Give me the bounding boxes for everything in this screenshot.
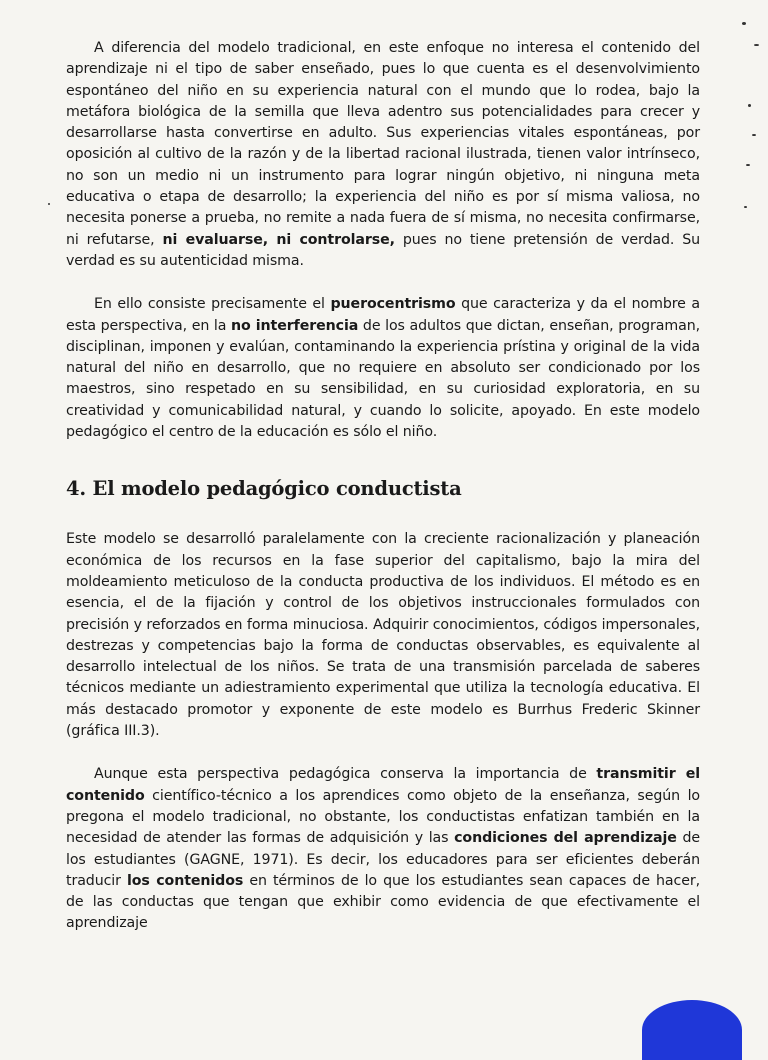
scan-speck bbox=[48, 203, 50, 205]
paragraph-4-text-b: científico-técnico a los aprendices como objeto de la enseñanza, según lo pregona el modelo tradicional, no obstante, los conductistas enfatizan también en la necesidad de atender las formas de adquisición y las bbox=[66, 787, 700, 847]
paragraph-4-text-d: en términos de lo que los estudiantes sean capaces de hacer, de las conductas que tengan que exhibir como evidencia de que efectivamente el aprendizaje bbox=[66, 872, 700, 932]
scan-speck bbox=[744, 206, 747, 208]
paragraph-1-text-a: A diferencia del modelo tradicional, en este enfoque no interesa el contenido del aprendizaje ni el tipo de saber enseñado, pues lo que cuenta es el desenvolvimiento espontáneo del niño en su experiencia natural con el mundo que lo rodea, bajo la metáfora biológica de la semilla que lleva adentro sus potencialidades para crecer y desarrollarse hasta convertirse en adulto. Sus experiencias vitales espontáneas, por oposición al cultivo de la razón y de la libertad racional ilustrada, tienen valor intrínseco, no son un medio ni un instrumento para lograr ningún objetivo, ni ninguna meta educativa o etapa de desarrollo; la experiencia del niño es por sí misma valiosa, no necesita ponerse a prueba, no remite a nada fuera de sí misma, no necesita confirmarse, ni refutarse, bbox=[66, 40, 700, 248]
document-page bbox=[66, 38, 700, 935]
scan-speck bbox=[746, 164, 750, 166]
paragraph-1-text-b: pues no tiene pretensión de verdad. Su verdad es su autenticidad misma. bbox=[66, 231, 700, 269]
paragraph-4 bbox=[66, 764, 700, 934]
blue-blob-shape bbox=[642, 1000, 742, 1060]
scan-speck bbox=[754, 44, 759, 46]
paragraph-1-bold-a: ni evaluarse, ni controlarse, bbox=[162, 231, 395, 248]
paragraph-4-bold-c: los contenidos bbox=[126, 872, 244, 889]
paragraph-2-text-a: En ello consiste precisamente el bbox=[94, 296, 331, 313]
paragraph-2-text-c: de los adultos que dictan, enseñan, programan, disciplinan, imponen y evalúan, contaminando la experiencia prístina y original de la vida natural del niño en desarrollo, que no requiere en absoluto ser condicionado por los maestros, sino respetado en su sensibilidad, en su curiosidad exploratoria, en su creatividad y comunicabilidad natural, y cuando lo solicite, apoyado. En este modelo pedagógico el centro de la educación es sólo el niño. bbox=[66, 317, 700, 441]
paragraph-2-bold-a: puerocentrismo bbox=[330, 296, 456, 313]
paragraph-4-bold-a: transmitir el contenido bbox=[66, 766, 700, 804]
section-heading: 4. El modelo pedagógico conductista bbox=[66, 477, 462, 501]
paragraph-3 bbox=[66, 529, 700, 742]
paragraph-2 bbox=[66, 294, 700, 443]
scan-speck bbox=[748, 104, 751, 107]
scan-speck bbox=[752, 134, 756, 136]
paragraph-2-bold-b: no interferencia bbox=[231, 317, 359, 334]
paragraph-2-text-b: que caracteriza y da el nombre a esta perspectiva, en la bbox=[66, 296, 701, 334]
scan-speck bbox=[742, 22, 746, 25]
paragraph-4-text-c: de los estudiantes (GAGNE, 1971). Es decir, los educadores para ser eficientes deberán traducir bbox=[66, 830, 700, 889]
paragraph-1 bbox=[66, 38, 700, 272]
paragraph-4-text-a: Aunque esta perspectiva pedagógica conserva la importancia de bbox=[94, 766, 597, 783]
paragraph-4-bold-b: condiciones del aprendizaje bbox=[454, 830, 677, 847]
paragraph-3-text: Este modelo se desarrolló paralelamente con la creciente racionalización y planeación económica de los recursos en la fase superior del capitalismo, bajo la mira del moldeamiento meticuloso de la conducta productiva de los individuos. El método es en esencia, el de la fijación y control de los objetivos instruccionales formulados con precisión y reforzados en forma minuciosa. Adquirir conocimientos, códigos impersonales, destrezas y competencias bajo la forma de conductas observables, es equivalente al desarrollo intelectual de los niños. Se trata de una transmisión parcelada de saberes técnicos mediante un adiestramiento experimental que utiliza la tecnología educativa. El más destacado promotor y exponente de este modelo es Burrhus Frederic Skinner (gráfica III.3). bbox=[66, 531, 700, 740]
